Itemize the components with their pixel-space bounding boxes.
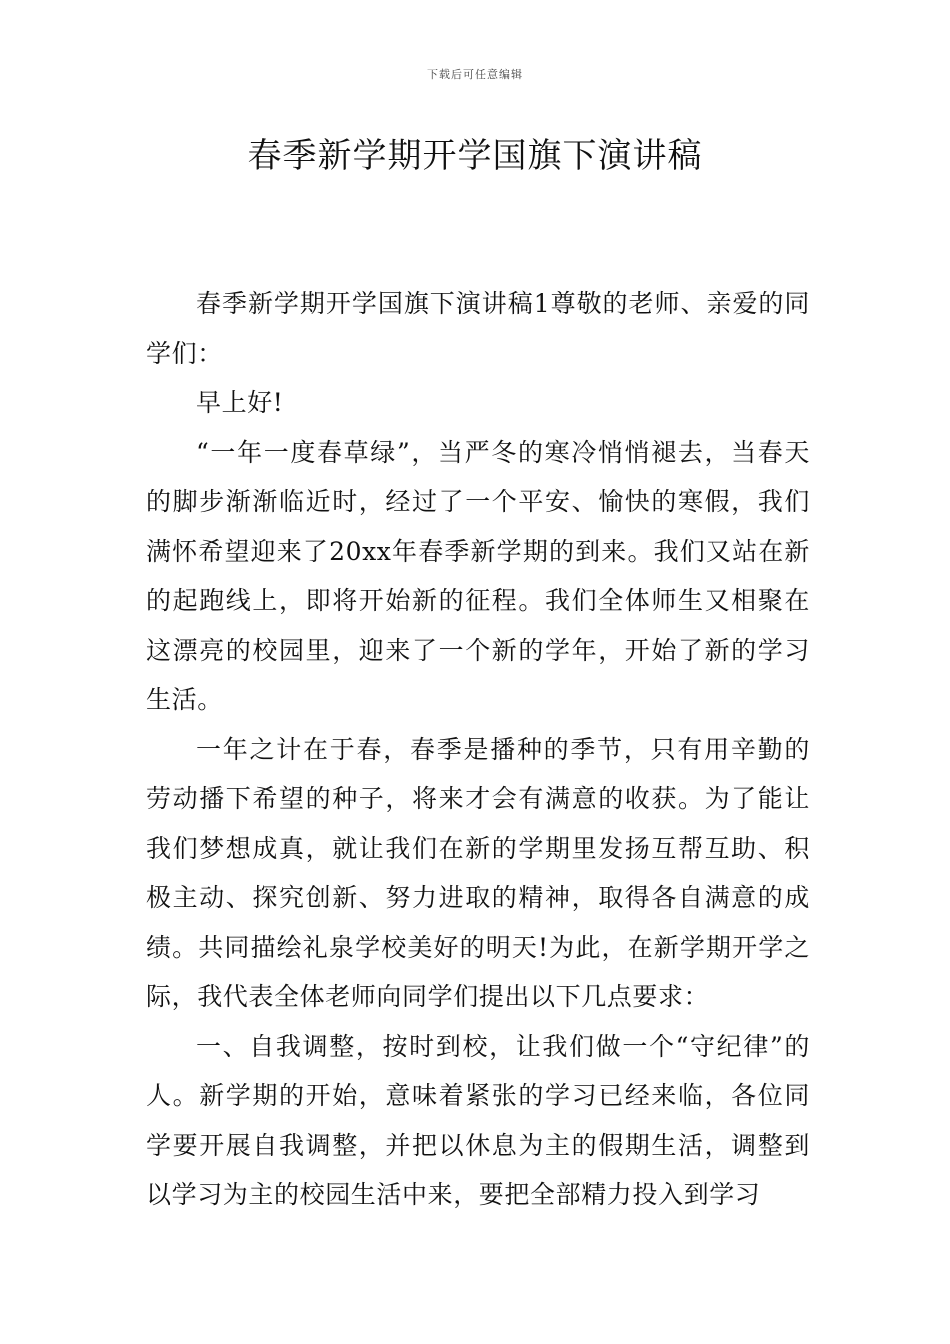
document-body	[146, 279, 810, 1220]
document-title: 春季新学期开学国旗下演讲稿	[247, 136, 703, 176]
paragraph-good-morning: 早上好!	[196, 388, 284, 417]
paragraph-requirement-one: 一、自我调整，按时到校，让我们做一个“守纪律”的人。新学期的开始，意味着紧张的学习已经来临，各位同学要开展自我调整，并把以休息为主的假期生活，调整到以学习为主的校园生活中来，要把全部精力投入到学习	[146, 1031, 810, 1209]
paragraph-spring-intro: “一年一度春草绿”，当严冬的寒冷悄悄褪去，当春天的脚步渐渐临近时，经过了一个平安、愉快的寒假，我们满怀希望迎来了20xx年春季新学期的到来。我们又站在新的起跑线上，即将开始新的征程。我们全体师生又相聚在这漂亮的校园里，迎来了一个新的学年，开始了新的学习生活。	[146, 437, 810, 714]
paragraph-spring-plan: 一年之计在于春，春季是播种的季节，只有用辛勤的劳动播下希望的种子，将来才会有满意的收获。为了能让我们梦想成真，就让我们在新的学期里发扬互帮互助、积极主动、探究创新、努力进取的精神，取得各自满意的成绩。共同描绘礼泉学校美好的明天!为此，在新学期开学之际，我代表全体老师向同学们提出以下几点要求：	[146, 734, 810, 1011]
paragraph-greeting: 春季新学期开学国旗下演讲稿1尊敬的老师、亲爱的同学们：	[146, 289, 810, 368]
header-note: 下载后可任意编辑	[427, 68, 523, 81]
